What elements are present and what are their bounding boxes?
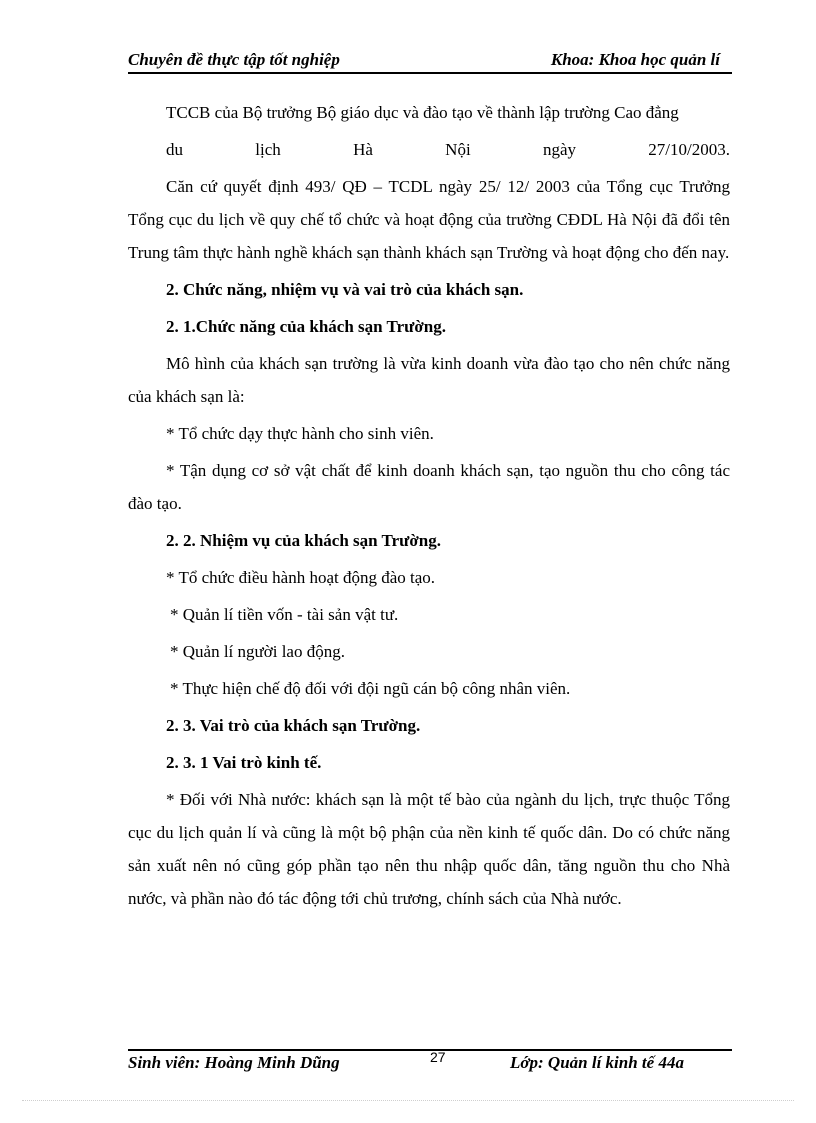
word: 27/10/2003. xyxy=(648,140,730,159)
page-header xyxy=(128,50,732,74)
subsection-heading: 2. 2. Nhiệm vụ của khách sạn Trường. xyxy=(166,531,441,550)
bullet-item: * Quản lí người lao động. xyxy=(170,642,345,661)
section-heading: 2. Chức năng, nhiệm vụ và vai trò của khách sạn. xyxy=(166,280,524,299)
bullet-item: * Tổ chức dạy thực hành cho sinh viên. xyxy=(166,424,434,443)
document-body xyxy=(128,96,730,919)
page-boundary xyxy=(22,1100,794,1101)
paragraph: * Đối với Nhà nước: khách sạn là một tế bào của ngành du lịch, trực thuộc Tổng cục du lịch quản lí và cũng là một bộ phận của nền kinh tế quốc dân. Do có chức năng sản xuất nên nó cũng góp phần tạo nên thu nhập quốc dân, tăng nguồn thu cho Nhà nước, và phần nào đó tác động tới chủ trương, chính sách của Nhà nước. xyxy=(128,790,730,908)
bullet-item: * Tận dụng cơ sở vật chất để kinh doanh khách sạn, tạo nguồn thu cho công tác đào tạo. xyxy=(128,461,730,513)
paragraph: Mô hình của khách sạn trường là vừa kinh doanh vừa đào tạo cho nên chức năng của khách sạn là: xyxy=(128,354,730,406)
word: du xyxy=(166,140,183,159)
page-footer xyxy=(128,1049,732,1077)
word: Hà xyxy=(353,140,373,159)
header-title: Chuyên đề thực tập tốt nghiệp xyxy=(128,50,340,69)
word: Nội xyxy=(445,140,471,159)
paragraph: Căn cứ quyết định 493/ QĐ – TCDL ngày 25/ 12/ 2003 của Tổng cục Trưởng Tổng cục du lịch về quy chế tổ chức và hoạt động của trường CĐDL Hà Nội đã đổi tên Trung tâm thực hành nghề khách sạn thành khách sạn Trường và hoạt động cho đến nay. xyxy=(128,177,730,262)
subsection-heading: 2. 1.Chức năng của khách sạn Trường. xyxy=(166,317,447,336)
word: ngày xyxy=(542,140,576,159)
subsection-heading: 2. 3. 1 Vai trò kinh tế. xyxy=(166,753,322,772)
page-number: 27 xyxy=(430,1049,446,1065)
paragraph: TCCB của Bộ trưởng Bộ giáo dục và đào tạo về thành lập trường Cao đẳng xyxy=(166,103,679,122)
bullet-item: * Thực hiện chế độ đối với đội ngũ cán bộ công nhân viên. xyxy=(170,679,571,698)
footer-class: Lớp: Quản lí kinh tế 44a xyxy=(510,1053,684,1072)
word: lịch xyxy=(255,140,281,159)
justified-line xyxy=(128,133,730,166)
header-department: Khoa: Khoa học quản lí xyxy=(550,50,720,69)
bullet-item: * Tổ chức điều hành hoạt động đào tạo. xyxy=(166,568,436,587)
bullet-item: * Quản lí tiền vốn - tài sản vật tư. xyxy=(170,605,399,624)
subsection-heading: 2. 3. Vai trò của khách sạn Trường. xyxy=(166,716,421,735)
footer-student: Sinh viên: Hoàng Minh Dũng xyxy=(128,1053,340,1072)
